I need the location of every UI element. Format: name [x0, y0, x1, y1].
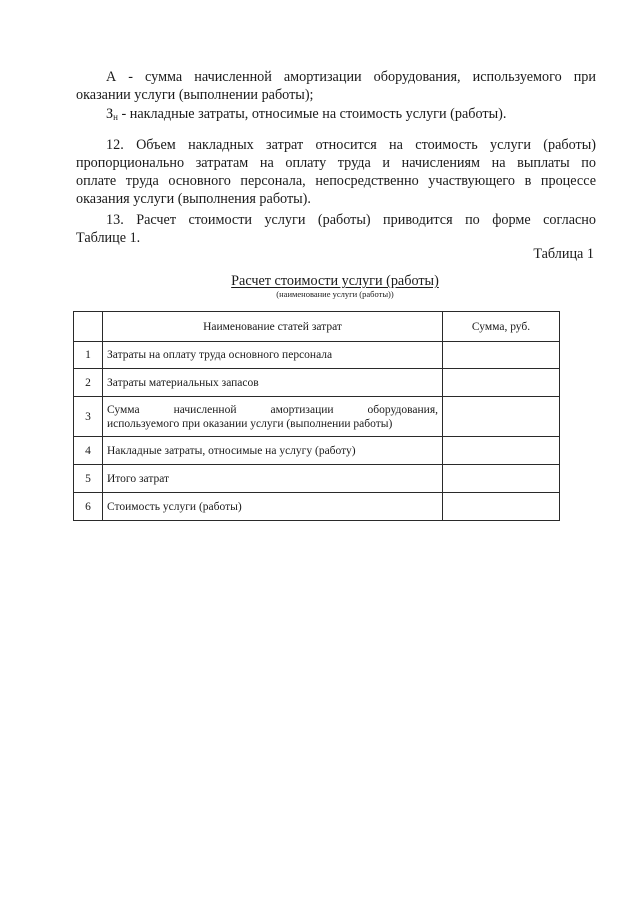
row-name: Стоимость услуги (работы) [103, 493, 443, 521]
definition-z [106, 105, 606, 126]
definition-z-symbol: З [106, 106, 114, 122]
table-row [74, 369, 560, 397]
table-number-label: Таблица 1 [533, 246, 594, 262]
definition-a [76, 68, 596, 104]
header-sum-cell: Сумма, руб. [443, 312, 560, 342]
table-caption-title: Расчет стоимости услуги (работы) [231, 273, 439, 289]
paragraph-13 [76, 211, 596, 247]
table-row [74, 342, 560, 369]
row-sum [443, 465, 560, 493]
table-row [74, 437, 560, 465]
row-name: Накладные затраты, относимые на услугу (работу) [103, 437, 443, 465]
row-name: Затраты материальных запасов [103, 369, 443, 397]
definition-z-subscript: н [113, 112, 118, 122]
paragraph-12-line-2: пропорционально затратам на оплату труда и начислениям на выплаты по [76, 155, 596, 171]
row-number: 5 [74, 465, 103, 493]
cost-calculation-table [73, 311, 560, 521]
row-number: 1 [74, 342, 103, 369]
row-sum [443, 369, 560, 397]
header-number-cell [74, 312, 103, 342]
row-name: Затраты на оплату труда основного персонала [103, 342, 443, 369]
row-number: 6 [74, 493, 103, 521]
paragraph-12-line-1: 12. Объем накладных затрат относится на стоимость услуги (работы) [106, 137, 596, 153]
paragraph-12-line-4: оказания услуги (выполнения работы). [76, 191, 311, 207]
row-number: 4 [74, 437, 103, 465]
table-row [74, 465, 560, 493]
table-row [74, 493, 560, 521]
definition-a-line-1: А - сумма начисленной амортизации оборудования, используемого при [106, 69, 596, 85]
row-number: 3 [74, 397, 103, 437]
row-name [103, 397, 443, 437]
table-caption [0, 273, 640, 300]
table-row [74, 397, 560, 437]
table-header-row [74, 312, 560, 342]
row-number: 2 [74, 369, 103, 397]
row-sum [443, 397, 560, 437]
paragraph-13-line-1: 13. Расчет стоимости услуги (работы) приводится по форме согласно [106, 212, 596, 228]
table-caption-subtitle: (наименование услуги (работы)) [276, 289, 394, 299]
paragraph-13-line-2: Таблице 1. [76, 230, 141, 246]
paragraph-12-line-3: оплате труда основного персонала, непосредственно участвующего в процессе [76, 173, 596, 189]
row-name: Итого затрат [103, 465, 443, 493]
row-sum [443, 437, 560, 465]
row-sum [443, 493, 560, 521]
header-name-cell: Наименование статей затрат [103, 312, 443, 342]
definition-a-line-2: оказании услуги (выполнении работы); [76, 87, 314, 103]
row-sum [443, 342, 560, 369]
paragraph-12 [76, 136, 596, 208]
row-name-line-1: Сумма начисленной амортизации оборудования, [107, 403, 438, 416]
row-name-line-2: используемого при оказании услуги (выполнении работы) [107, 417, 393, 430]
definition-z-text: - накладные затраты, относимые на стоимость услуги (работы). [117, 106, 507, 122]
